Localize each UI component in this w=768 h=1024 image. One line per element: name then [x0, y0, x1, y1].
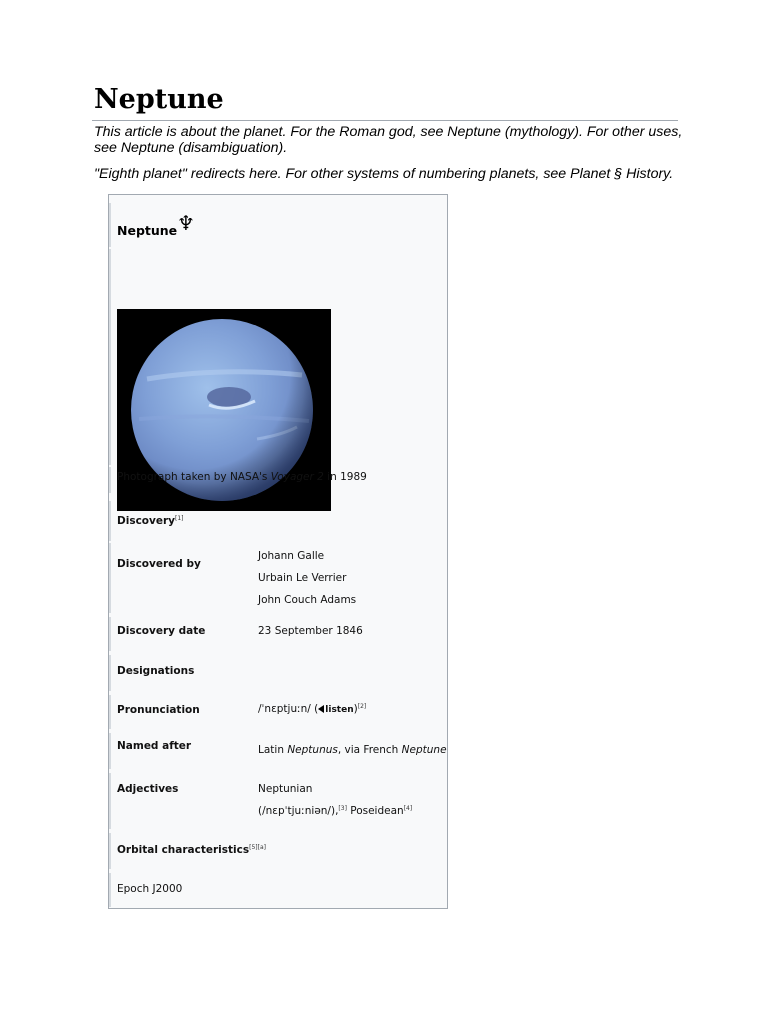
hatnote-eighth-planet: "Eighth planet" redirects here. For other systems of numbering planets, see Planet § History.: [94, 166, 674, 182]
adjective-neptunian: Neptunian: [258, 783, 313, 795]
discovered-by-label: Discovered by: [117, 558, 201, 570]
neptune-symbol-icon: ♆: [177, 211, 195, 235]
caption-suffix: in 1989: [323, 471, 367, 483]
row-pronunciation: [109, 695, 447, 729]
row-named-after: [109, 733, 447, 769]
caption-prefix: Photograph taken by NASA's: [117, 471, 271, 483]
row-discovery: [109, 501, 447, 541]
pronunciation-label: Pronunciation: [117, 704, 200, 716]
named-after-neptunus: Neptunus: [287, 744, 338, 756]
speaker-icon[interactable]: [318, 705, 324, 713]
adjective-ref-4[interactable]: [4]: [403, 805, 413, 812]
discovery-date-value: 23 September 1846: [258, 625, 363, 637]
infobox-header: [109, 203, 447, 247]
hatnote-disambiguation: This article is about the planet. For the Roman god, see Neptune (mythology). For other uses, see Neptune (disambiguation).: [94, 124, 683, 156]
pronunciation-ref[interactable]: [2]: [357, 703, 367, 710]
infobox-caption: [109, 467, 447, 493]
adjective-poseidean: Poseidean: [346, 805, 404, 817]
row-discovered-by: [109, 543, 447, 613]
orbital-heading: [117, 844, 266, 856]
page-title: Neptune: [94, 84, 224, 115]
discovery-label: Discovery: [117, 515, 175, 527]
row-epoch: [109, 873, 447, 907]
infobox: [108, 194, 448, 909]
adjectives-label: Adjectives: [117, 783, 179, 795]
discovery-heading: [117, 515, 184, 527]
named-after-french: , via French: [337, 744, 402, 756]
image-caption: [117, 471, 367, 483]
discovery-ref[interactable]: [1]: [175, 515, 184, 522]
row-discovery-date: [109, 617, 447, 651]
named-after-neptune: Neptune: [401, 744, 447, 756]
title-divider: [92, 120, 678, 121]
infobox-title-text: Neptune: [117, 223, 178, 238]
named-after-value: [258, 744, 447, 756]
adjective-ref-3[interactable]: [3]: [338, 805, 347, 812]
caption-voyager[interactable]: Voyager 2: [270, 471, 324, 483]
orbital-ref[interactable]: [5][a]: [249, 844, 266, 851]
discovery-date-label: Discovery date: [117, 625, 206, 637]
pronunciation-value: [258, 703, 366, 715]
named-after-latin: Latin: [258, 744, 288, 756]
discoverer-le-verrier[interactable]: Urbain Le Verrier: [258, 572, 347, 584]
adjective-ipa: (/nɛpˈtjuːniən/),: [258, 805, 339, 817]
infobox-title: [117, 223, 177, 238]
pronunciation-ipa: /ˈnɛptjuːn/ (: [258, 703, 319, 715]
listen-link[interactable]: listen: [325, 705, 354, 715]
named-after-label: Named after: [117, 740, 192, 752]
row-adjectives: [109, 773, 447, 829]
discoverer-galle[interactable]: Johann Galle: [258, 550, 325, 562]
infobox-image-cell: [109, 249, 447, 465]
pronunciation-close: ): [353, 703, 358, 715]
discoverer-adams[interactable]: John Couch Adams: [258, 594, 357, 606]
adjective-line-2: [258, 805, 412, 817]
epoch-label: Epoch J2000: [117, 883, 183, 895]
orbital-label: Orbital characteristics: [117, 844, 250, 856]
row-designations: [109, 655, 447, 691]
row-orbital-characteristics: [109, 833, 447, 869]
designations-label: Designations: [117, 665, 195, 677]
